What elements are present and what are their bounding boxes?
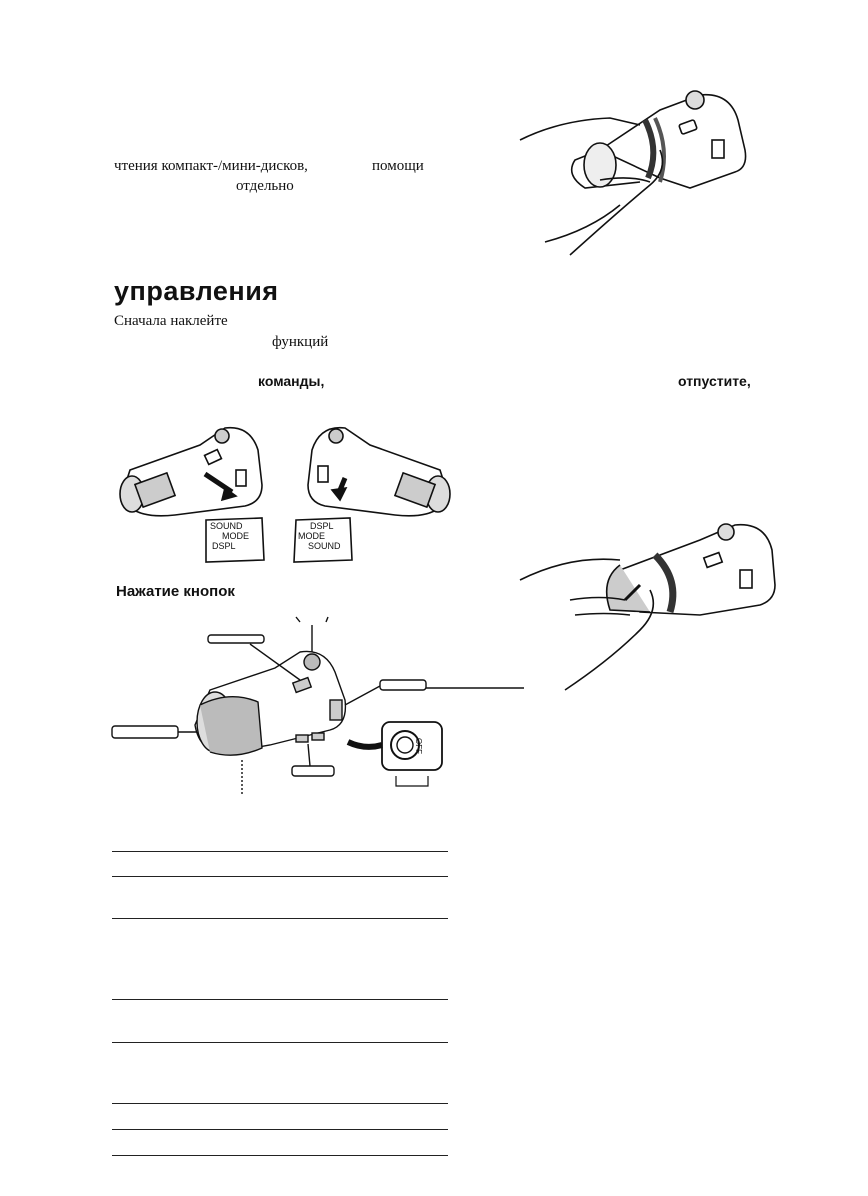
table-rule-5 [112,1042,448,1043]
table-rule-3 [112,918,448,919]
table-rule-2 [112,876,448,877]
subheading: Нажатие кнопок [116,583,235,600]
para-line-3b: отпустите, [678,373,751,389]
sticker-left-1: SOUND [210,521,243,531]
table-rule-1 [112,851,448,852]
sticker-left-3: DSPL [212,541,236,551]
table-rule-8 [112,1155,448,1156]
sticker-left-2: MODE [222,531,249,541]
para-line-3a: команды, [258,373,325,389]
table-rule-6 [112,1103,448,1104]
intro-line-1a: чтения компакт-/мини-дисков, [114,158,308,174]
para-line-2: функций [272,334,329,350]
table-rule-7 [112,1129,448,1130]
sticker-right-2: MODE [298,531,325,541]
off-knob-label: OFF [414,738,423,754]
sticker-right-3: SOUND [308,541,341,551]
para-line-1: Сначала наклейте [114,313,228,329]
sticker-right-1: DSPL [310,521,334,531]
table-rule-4 [112,999,448,1000]
intro-line-1b: помощи [372,158,424,174]
intro-line-2: отдельно [236,178,294,194]
section-heading: управления [114,276,279,306]
